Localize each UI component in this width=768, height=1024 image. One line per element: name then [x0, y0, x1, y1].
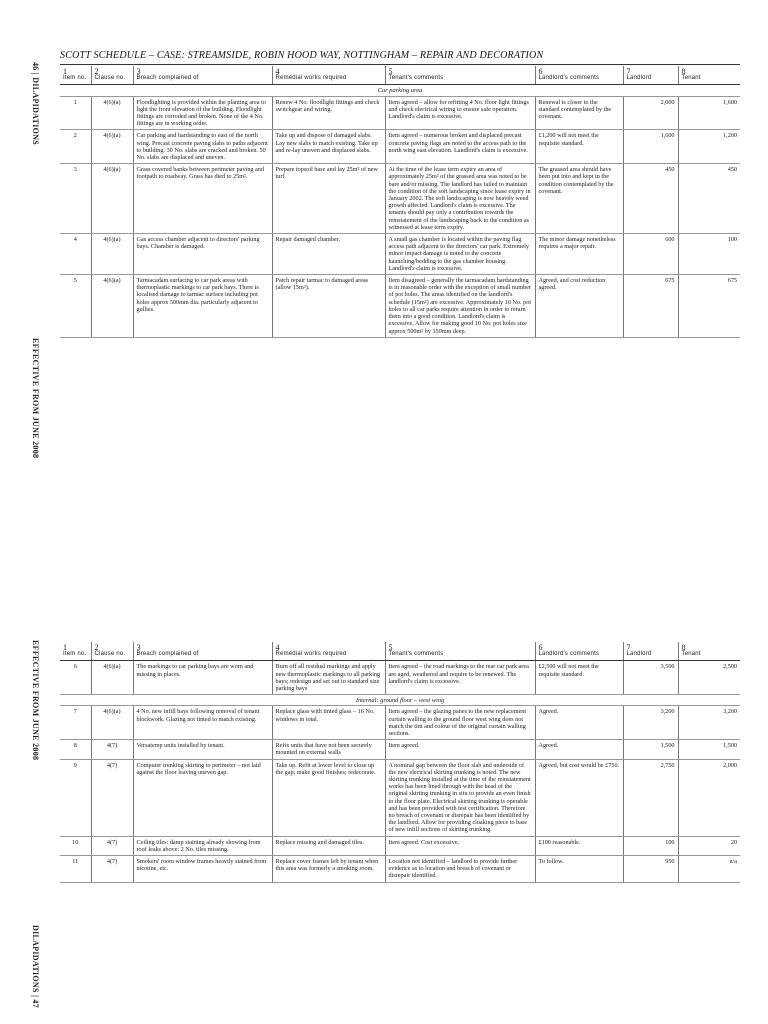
landlord-amount: 1,500 — [623, 740, 678, 759]
item-number: 9 — [60, 759, 91, 836]
tenant-amount: 1,500 — [678, 740, 740, 759]
remedial-works-text: Replace glass with tinted glass – 16 No. windows in total. — [272, 706, 385, 740]
landlord-comment-text: Agreed. — [535, 740, 623, 759]
tenant-comment-text: A nominal gap between the floor slab and underside of the new electrical skirting trunking is noted. The new skirting trunking installed at the time of the reinstatement works has been lined through with the head of the original skirting trunking in situ to provide an even finish to the floor plate. Electrical skirting trunking is operable and has been provided with test certification. Therefore no breach of covenant or disrepair has been identified by the landlord. Allow for providing cloaking piece to base of new infill sections of skirting trunking. — [385, 759, 535, 836]
schedule-title: SCOTT SCHEDULE – CASE: STREAMSIDE, ROBIN HOOD WAY, NOTTINGHAM – REPAIR AND DECORATION — [60, 50, 544, 61]
landlord-comment-text: Agreed. — [535, 706, 623, 740]
col-header-clause: 2 Clause no. — [91, 642, 133, 661]
col-header-tenant: 8 Tenant — [678, 66, 740, 85]
tenant-amount: 675 — [678, 275, 740, 338]
remedial-works-text: Patch repair tarmac to damaged areas (allow 15m²). — [272, 275, 385, 338]
landlord-comment-text: The minor damage nonetheless requires a major repair. — [535, 234, 623, 275]
landlord-amount: 2,000 — [623, 96, 678, 130]
landlord-amount: 675 — [623, 275, 678, 338]
landlord-comment-text: To follow. — [535, 856, 623, 883]
clause-number: 4(7) — [91, 759, 133, 836]
remedial-works-text: Take up and dispose of damaged slabs. Lay new slabs to match existing. Take up and re-lay uneven and displaced slabs. — [272, 130, 385, 164]
table-row — [60, 164, 740, 234]
tenant-comment-text: Item agreed – the road markings to the rear car park area are aged, weathered and require to be renewed. The landlord's claim is excessive. — [385, 661, 535, 695]
section-row — [60, 85, 740, 96]
landlord-comment-text: The grassed area should have been put into and kept in the condition contemplated by the covenant. — [535, 164, 623, 234]
item-number: 3 — [60, 164, 91, 234]
clause-number: 4(6)(a) — [91, 706, 133, 740]
table-row — [60, 661, 740, 695]
remedial-works-text: Take up. Refit at lower level to close up the gap; make good finishes; redecorate. — [272, 759, 385, 836]
table-row — [60, 275, 740, 338]
table-row — [60, 130, 740, 164]
clause-number: 4(7) — [91, 856, 133, 883]
table-row — [60, 740, 740, 759]
col-header-clause: 2 Clause no. — [91, 66, 133, 85]
clause-number: 4(6)(a) — [91, 96, 133, 130]
col-header-tenant-comments: 5 Tenant's comments — [385, 642, 535, 661]
table-row — [60, 856, 740, 883]
breach-text: Gas access chamber adjacent to directors' parking bays. Chamber is damaged. — [133, 234, 272, 275]
tenant-comment-text: At the time of the lease term expiry an area of approximately 25m² of the grassed area was noted to be bare and/or missing. The landlord has failed to maintain the condition of the soft landscaping since lease expiry in January 2002. The soft landscaping is now heavily weed growth affected. Landlord's claim is excessive. The tenants should pay only a contribution towards the reinstatement of the landscaping back to the condition as witnessed at lease term expiry. — [385, 164, 535, 234]
item-number: 4 — [60, 234, 91, 275]
col-header-tenant-comments: 5 Tenant's comments — [385, 66, 535, 85]
table-header-row — [60, 66, 740, 85]
tenant-amount: 3,200 — [678, 706, 740, 740]
tenant-amount: 450 — [678, 164, 740, 234]
col-header-remedial: 4 Remedial works required — [272, 66, 385, 85]
col-header-breach: 3 Breach complained of — [133, 642, 272, 661]
tenant-amount: 1,600 — [678, 96, 740, 130]
tenant-comment-text: Item agreed. Cost excessive. — [385, 836, 535, 855]
landlord-amount: 3,500 — [623, 661, 678, 695]
col-header-item: 1 Item no. — [60, 66, 91, 85]
landlord-comment-text: Agreed, but cost would be £750. — [535, 759, 623, 836]
table-row — [60, 706, 740, 740]
landlord-amount: 2,750 — [623, 759, 678, 836]
breach-text: Floodlighting is provided within the planting area to light the front elevation of the building. Floodlight fittings are corroded and broken. None of the 4 No. fittings are in working order. — [133, 96, 272, 130]
breach-text: Tarmacadam surfacing to car park areas with thermoplastic markings to car park bays. There is localised damage to tarmac surface including pot holes approx 500mm dia. particularly adjacent to gullies. — [133, 275, 272, 338]
item-number: 2 — [60, 130, 91, 164]
landlord-comment-text: £100 reasonable. — [535, 836, 623, 855]
col-header-landlord-comments: 6 Landlord's comments — [535, 642, 623, 661]
col-header-tenant: 8 Tenant — [678, 642, 740, 661]
tenant-comment-text: A small gas chamber is located within the paving flag access path adjacent to the directors' car park. Extremely minor impact damage is noted to the concrete haunching/bedding to the gas chamber housing. Landlord's claim is excessive. — [385, 234, 535, 275]
table-header-row — [60, 642, 740, 661]
landlord-amount: 1,600 — [623, 130, 678, 164]
clause-number: 4(6)(a) — [91, 275, 133, 338]
item-number: 1 — [60, 96, 91, 130]
remedial-works-text: Burn off all residual markings and apply new thermoplastic markings to all parking bays; redesign and set out to standard size parking bays — [272, 661, 385, 695]
landlord-amount: 3,200 — [623, 706, 678, 740]
clause-number: 4(6)(a) — [91, 661, 133, 695]
breach-text: Ceiling tiles: damp staining already showing from roof leaks above: 2 No. tiles missing. — [133, 836, 272, 855]
table-row — [60, 836, 740, 855]
col-header-item: 1 Item no. — [60, 642, 91, 661]
remedial-works-text: Refix units that have not been securely mounted on external walls — [272, 740, 385, 759]
tenant-amount: n/a — [678, 856, 740, 883]
clause-number: 4(6)(a) — [91, 234, 133, 275]
remedial-works-text: Repair damaged chamber. — [272, 234, 385, 275]
landlord-amount: 600 — [623, 234, 678, 275]
landlord-comment-text: £1,200 will not meet the requisite standard. — [535, 130, 623, 164]
col-header-landlord: 7 Landlord — [623, 66, 678, 85]
title-rule — [60, 64, 740, 65]
effective-date-bottom: EFFECTIVE FROM JUNE 2008 — [31, 640, 40, 761]
col-header-landlord-comments: 6 Landlord's comments — [535, 66, 623, 85]
item-number: 11 — [60, 856, 91, 883]
clause-number: 4(7) — [91, 836, 133, 855]
table-row — [60, 96, 740, 130]
section-heading: Internal: ground floor – west wing — [60, 695, 740, 706]
item-number: 7 — [60, 706, 91, 740]
landlord-amount: 450 — [623, 164, 678, 234]
tenant-comment-text: Location not identified – landlord to provide further evidence as to location and breach of covenant or disrepair identified. — [385, 856, 535, 883]
breach-text: Computer trunking skirting to perimeter – not laid against the floor leaving uneven gap. — [133, 759, 272, 836]
breach-text: 4 No. new infill bays following removal of tenant blockwork. Glazing not tinted to match existing. — [133, 706, 272, 740]
col-header-landlord: 7 Landlord — [623, 642, 678, 661]
landlord-amount: 100 — [623, 836, 678, 855]
tenant-comment-text: Item disagreed – generally the tarmacadam hardstanding is in reasonable order with the exception of small number of pot holes. The areas identified on the landlord's schedule (15m²) are excessive. Approximately 10 No. pot holes to all car parks require attention in order to return them into a good condition. Landlord's claim is excessive. Allow for making good 10 No. pot holes size approx 500m² by 150mm deep. — [385, 275, 535, 338]
item-number: 8 — [60, 740, 91, 759]
landlord-comment-text: Agreed, and cost reduction agreed. — [535, 275, 623, 338]
section-row — [60, 695, 740, 706]
landlord-comment-text: £2,500 will not meet the requisite standard. — [535, 661, 623, 695]
col-header-remedial: 4 Remedial works required — [272, 642, 385, 661]
running-head-left: 46 | DILAPIDATIONS — [31, 62, 40, 146]
item-number: 10 — [60, 836, 91, 855]
running-head-right: DILAPIDATIONS | 47 — [31, 925, 40, 1009]
col-header-breach: 3 Breach complained of — [133, 66, 272, 85]
tenant-comment-text: Item agreed – the glazing panes to the new replacement curtain walling to the ground floor west wing does not match the tint and colour of the original curtain walling sections. — [385, 706, 535, 740]
tenant-comment-text: Item agreed – numerous broken and displaced precast concrete paving flags are noted to the access path to the north wing east elevation. Landlord's claim is excessive. — [385, 130, 535, 164]
item-number: 5 — [60, 275, 91, 338]
tenant-comment-text: Item agreed. — [385, 740, 535, 759]
breach-text: The markings to car parking bays are worn and missing in places. — [133, 661, 272, 695]
tenant-amount: 100 — [678, 234, 740, 275]
effective-date-top: EFFECTIVE FROM JUNE 2008 — [31, 338, 40, 459]
remedial-works-text: Renew 4 No. floodlight fittings and check switchgear and wiring. — [272, 96, 385, 130]
breach-text: Versatemp units installed by tenant. — [133, 740, 272, 759]
tenant-amount: 1,200 — [678, 130, 740, 164]
tenant-amount: 2,000 — [678, 759, 740, 836]
clause-number: 4(6)(a) — [91, 130, 133, 164]
section-heading: Car parking area — [60, 85, 740, 96]
breach-text: Car parking and hardstanding to east of the north wing. Precast concrete paving slabs to paths adjacent to building. 30 No. slabs are cracked and broken. 50 No. slabs are displaced and uneven. — [133, 130, 272, 164]
table-row — [60, 759, 740, 836]
scott-schedule-table-1 — [60, 66, 740, 338]
breach-text: Grass covered banks between perimeter paving and footpath to roadway. Grass has died to 25m². — [133, 164, 272, 234]
landlord-amount: 950 — [623, 856, 678, 883]
landlord-comment-text: Renewal is closer to the standard contemplated by the covenant. — [535, 96, 623, 130]
scott-schedule-table-2 — [60, 642, 740, 883]
remedial-works-text: Prepare topsoil base and lay 25m² of new turf. — [272, 164, 385, 234]
remedial-works-text: Replace cover frames left by tenant when this area was formerly a smoking room. — [272, 856, 385, 883]
tenant-amount: 2,500 — [678, 661, 740, 695]
tenant-comment-text: Item agreed – allow for refitting 4 No. floor light fittings and check electrical wiring to ensure safe operation. Landlord's claim is excessive. — [385, 96, 535, 130]
remedial-works-text: Replace missing and damaged tiles. — [272, 836, 385, 855]
tenant-amount: 20 — [678, 836, 740, 855]
table-row — [60, 234, 740, 275]
breach-text: Smokers' room window frames heavily stained from nicotine, etc. — [133, 856, 272, 883]
clause-number: 4(7) — [91, 740, 133, 759]
item-number: 6 — [60, 661, 91, 695]
clause-number: 4(6)(a) — [91, 164, 133, 234]
